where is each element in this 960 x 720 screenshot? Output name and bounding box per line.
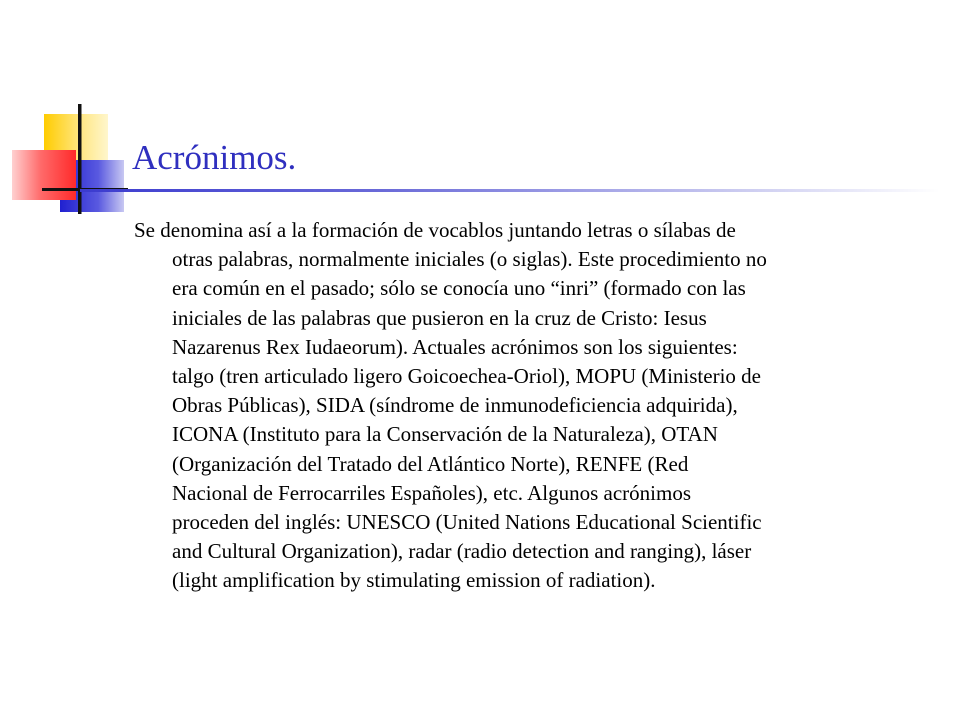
title-underline	[80, 189, 940, 192]
body-line: and Cultural Organization), radar (radio detection and ranging), láser	[172, 539, 752, 564]
body-line: Obras Públicas), SIDA (síndrome de inmunodeficiencia adquirida),	[172, 393, 738, 418]
body-line: era común en el pasado; sólo se conocía uno “inri” (formado con las	[172, 276, 746, 301]
logo-vertical-line	[78, 104, 82, 214]
body-line: ICONA (Instituto para la Conservación de la Naturaleza), OTAN	[172, 422, 718, 447]
body-line: (Organización del Tratado del Atlántico Norte), RENFE (Red	[172, 451, 689, 476]
body-line: Nazarenus Rex Iudaeorum). Actuales acrónimos son los siguientes:	[172, 334, 738, 359]
body-line: talgo (tren articulado ligero Goicoechea-Oriol), MOPU (Ministerio de	[172, 364, 761, 389]
slide-logo-icon	[0, 0, 140, 230]
slide-body	[134, 216, 934, 596]
logo-red-square	[12, 150, 76, 200]
body-line: otras palabras, normalmente iniciales (o siglas). Este procedimiento no	[172, 247, 767, 272]
body-line: proceden del inglés: UNESCO (United Nations Educational Scientific	[172, 510, 762, 535]
body-line: Nacional de Ferrocarriles Españoles), etc. Algunos acrónimos	[172, 480, 692, 505]
body-line: Se denomina así a la formación de vocablos juntando letras o sílabas de	[134, 218, 736, 242]
slide-title: Acrónimos.	[132, 138, 297, 177]
body-line: iniciales de las palabras que pusieron en la cruz de Cristo: Iesus	[172, 305, 707, 330]
body-line: (light amplification by stimulating emission of radiation).	[172, 568, 656, 593]
